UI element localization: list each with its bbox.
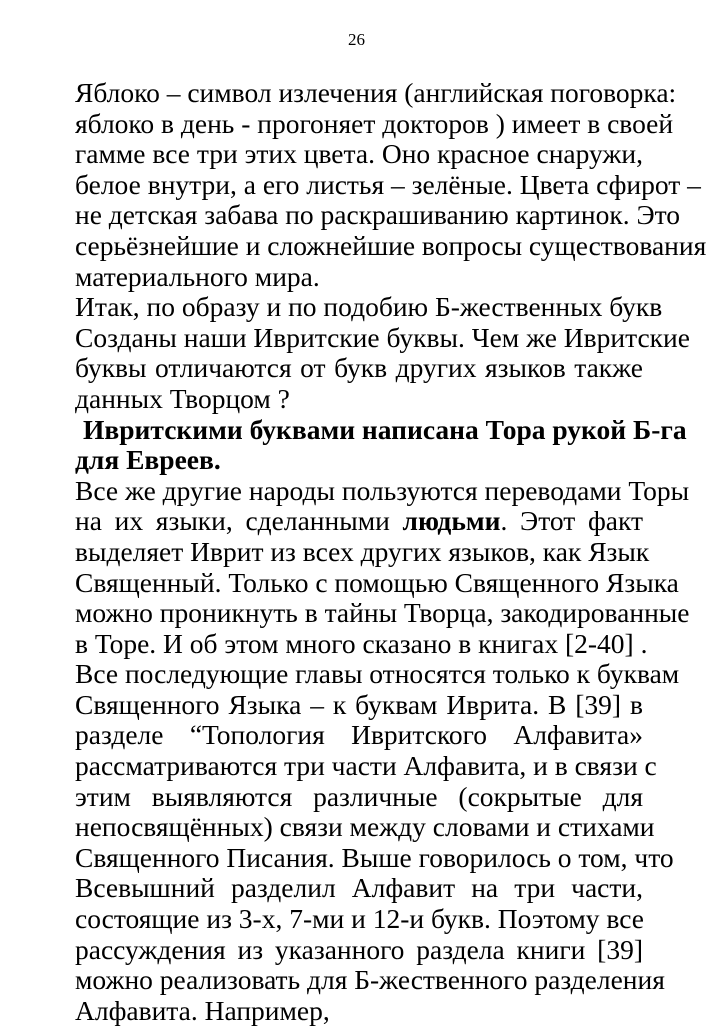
text-segment: . Этот факт [500,505,643,537]
text-line: выделяет Иврит из всех других языков, как Язык [75,535,650,567]
text-line: Алфавита. Например, [75,994,330,1026]
text-line: можно проникнуть в тайны Творца, закодированные [75,597,690,629]
text-line: состоящие из 3-х, 7-ми и 12-и букв. Поэтому все [75,903,644,935]
text-line: Все же другие народы пользуются переводами Торы [75,474,690,506]
text-line: разделе “Топология Ивритского Алфавита» [75,719,643,751]
text-line: Созданы наши Ивритские буквы. Чем же Ивритские [75,321,690,353]
text-line: Священного Писания. Выше говорилось о том, что [75,841,674,873]
text-line: белое внутри, а его листья – зелёные. Цвета сфирот – [75,168,701,200]
text-line: Священный. Только с помощью Священного Языка [75,566,679,598]
document-body [75,77,707,1026]
text-line: гамме все три этих цвета. Оно красное снаружи, [75,138,643,170]
emphasis-word: людьми [402,505,501,537]
text-line: Все последующие главы относятся только к буквам [75,658,680,690]
text-line: можно реализовать для Б-жественного разделения [75,964,665,996]
text-line: в Торе. И об этом много сказано в книгах [2-40] . [75,627,648,659]
text-line: Итак, по образу и по подобию Б-жественных букв [75,291,663,323]
text-line: данных Творцом ? [75,382,290,414]
text-line: серьёзнейшие и сложнейшие вопросы существования [75,229,707,261]
text-segment: на их языки, сделанными [75,505,390,537]
text-line: рассуждения из указанного раздела книги [39] [75,933,643,965]
text-line: Яблоко – символ излечения (английская поговорка: [75,77,677,108]
text-line-with-emphasis [75,506,643,537]
text-line: рассматриваются три части Алфавита, и в связи с [75,750,657,782]
text-line: Всевышний разделил Алфавит на три части, [75,872,643,904]
text-line: яблоко в день - прогоняет докторов ) имеет в своей [75,107,674,139]
text-line: этим выявляются различные (сокрытые для [75,780,643,812]
text-line: непосвящённых) связи между словами и стихами [75,811,655,843]
bold-heading-line: для Евреев. [75,444,221,476]
page-number: 26 [348,30,365,49]
text-line: буквы отличаются от букв других языков также [75,352,643,384]
text-line: Священного Языка – к буквам Иврита. В [39] в [75,688,643,720]
bold-heading-line: Ивритскими буквами написана Тора рукой Б-га [83,413,687,445]
text-line: не детская забава по раскрашиванию картинок. Это [75,199,680,231]
text-line: материального мира. [75,260,320,292]
